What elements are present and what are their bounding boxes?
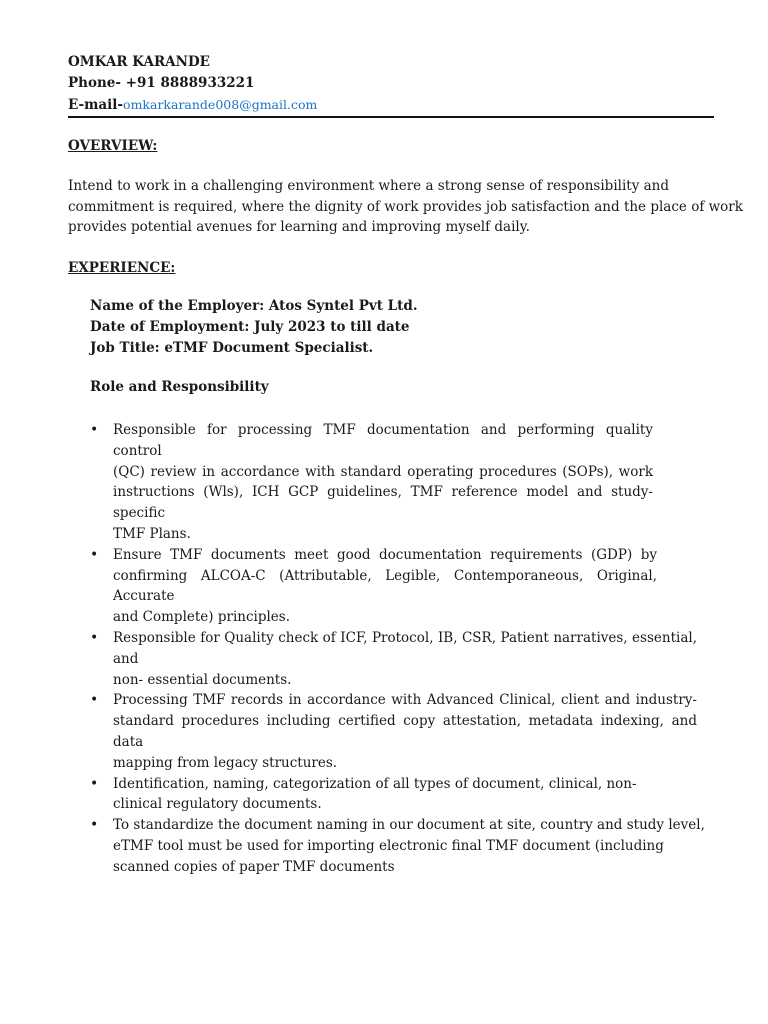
bullet-icon: •: [90, 775, 99, 792]
bullet-line: Identification, naming, categorization of all types of document, clinical, non-: [113, 775, 637, 792]
list-item: [90, 628, 700, 690]
bullet-line: (QC) review in accordance with standard operating procedures (SOPs), work: [113, 463, 653, 480]
bullet-line: TMF Plans.: [113, 525, 191, 542]
bullet-line: eTMF tool must be used for importing electronic final TMF document (including: [113, 837, 664, 854]
bullet-line: standard procedures including certified copy attestation, metadata indexing, and data: [113, 713, 697, 750]
bullet-line: Responsible for processing TMF documentation and performing quality control: [113, 422, 653, 459]
overview-paragraph: [68, 176, 743, 238]
bullet-icon: •: [90, 817, 99, 834]
experience-heading: EXPERIENCE:: [68, 260, 176, 276]
list-item: [90, 690, 700, 773]
bullet-line: confirming ALCOA-C (Attributable, Legible, Contemporaneous, Original, Accurate: [113, 567, 657, 605]
email-line: [68, 94, 718, 116]
contact-header: [68, 52, 718, 116]
employer-details: [90, 296, 418, 359]
bullet-icon: •: [90, 546, 99, 563]
header-divider: [68, 116, 714, 118]
employment-date: Date of Employment: July 2023 to till date: [90, 319, 410, 335]
bullet-line: scanned copies of paper TMF documents: [113, 858, 395, 875]
bullet-icon: •: [90, 422, 99, 438]
list-item: [90, 815, 705, 877]
list-item: [90, 420, 700, 545]
job-title: Job Title: eTMF Document Specialist.: [90, 340, 374, 356]
bullet-icon: •: [90, 629, 99, 646]
bullet-line: and Complete) principles.: [113, 609, 291, 626]
role-heading: Role and Responsibility: [90, 379, 269, 395]
overview-line: provides potential avenues for learning and improving myself daily.: [68, 219, 530, 235]
bullet-icon: •: [90, 692, 99, 709]
bullet-line: Ensure TMF documents meet good documentation requirements (GDP) by: [113, 546, 657, 563]
email-label: E-mail-: [68, 97, 124, 113]
bullet-line: mapping from legacy structures.: [113, 754, 338, 771]
phone-line: Phone- +91 8888933221: [68, 75, 255, 91]
email-link[interactable]: omkarkarande008@gmail.com: [123, 97, 318, 112]
bullet-line: Responsible for Quality check of ICF, Protocol, IB, CSR, Patient narratives, essential, and: [113, 629, 697, 667]
overview-line: Intend to work in a challenging environment where a strong sense of responsibility and: [68, 178, 669, 194]
bullet-line: non- essential documents.: [113, 671, 292, 688]
overview-heading: OVERVIEW:: [68, 138, 158, 154]
bullet-line: instructions (Wls), ICH GCP guidelines, TMF reference model and study-specific: [113, 484, 653, 522]
list-item: [90, 545, 700, 628]
list-item: [90, 774, 700, 816]
responsibility-list: [90, 420, 705, 878]
employer-name: Name of the Employer: Atos Syntel Pvt Ltd.: [90, 298, 418, 314]
bullet-line: Processing TMF records in accordance with Advanced Clinical, client and industry-: [113, 692, 697, 709]
bullet-line: clinical regulatory documents.: [113, 796, 322, 813]
bullet-line: To standardize the document naming in our document at site, country and study level,: [113, 817, 705, 834]
candidate-name: OMKAR KARANDE: [68, 54, 210, 70]
overview-line: commitment is required, where the dignity of work provides job satisfaction and the place of work: [68, 198, 743, 215]
